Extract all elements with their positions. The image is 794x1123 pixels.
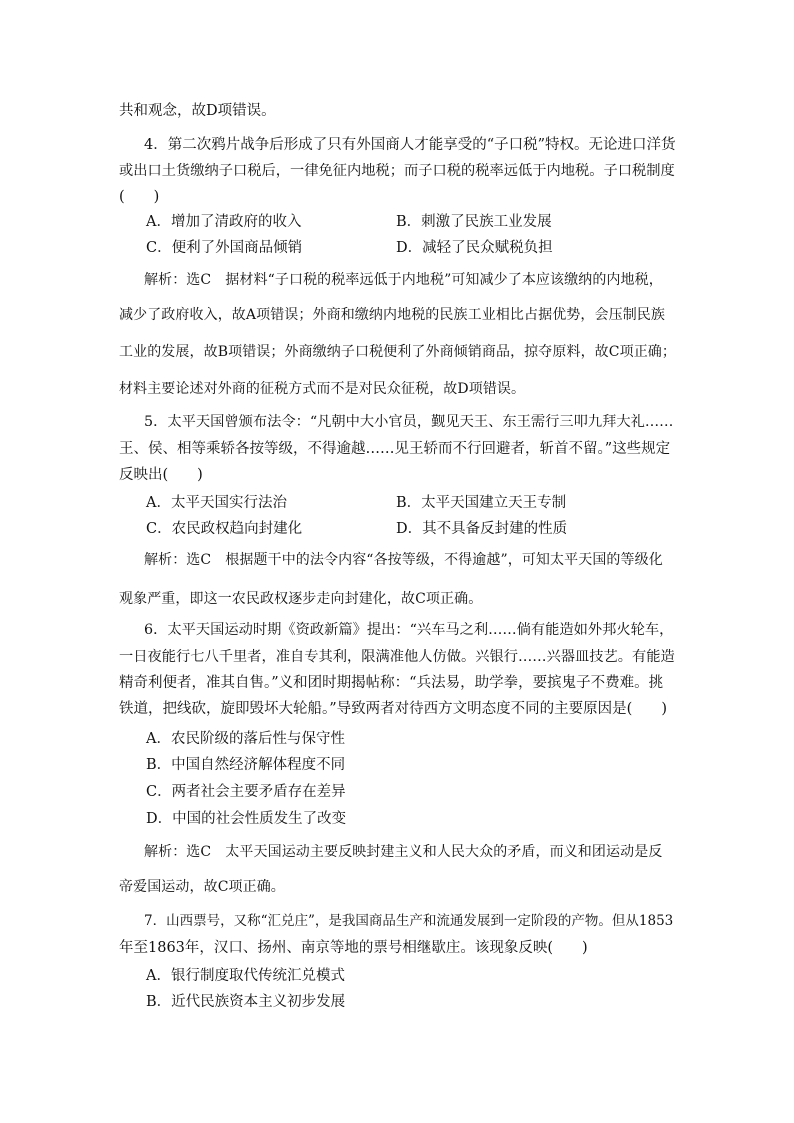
analysis-4-line-1: 解析：选C 据材料“子口税的税率远低于内地税”可知减少了本应该缴纳的内地税， <box>144 272 663 288</box>
analysis-5-line-2: 观象严重，即这一农民政权逐步走向封建化，故C项正确。 <box>119 591 483 607</box>
question-6-option-a: A．农民阶级的落后性与保守性 <box>146 731 345 747</box>
question-6-option-d: D．中国的社会性质发生了改变 <box>146 811 347 827</box>
question-6-option-b: B．中国自然经济解体程度不同 <box>146 757 346 773</box>
question-4-answer-blank: ( ) <box>119 189 160 205</box>
question-6-line-3: 精奇利便者，准其自售。”义和团时期揭帖称：“兵法易，助学拳，要摈鬼子不费难。挑 <box>119 675 664 691</box>
question-4-option-b: B．刺激了民族工业发展 <box>396 214 552 230</box>
text-line-continuation: 共和观念，故D项错误。 <box>119 103 276 119</box>
analysis-5-line-1: 解析：选C 根据题干中的法令内容“各按等级，不得逾越”，可知太平天国的等级化 <box>144 552 663 568</box>
question-7-option-b: B．近代民族资本主义初步发展 <box>146 994 346 1010</box>
analysis-6-line-2: 帝爱国运动，故C项正确。 <box>119 879 285 895</box>
question-5-line-2: 王、侯、相等乘轿各按等级，不得逾越……见王轿而不行回避者，斩首不留。”这些规定 <box>119 441 671 457</box>
question-4-option-c: C．便利了外国商品倾销 <box>146 240 303 256</box>
analysis-4-line-4: 材料主要论述对外商的征税方式而不是对民众征税，故D项错误。 <box>119 381 526 397</box>
question-4-option-d: D．减轻了民众赋税负担 <box>396 240 553 256</box>
question-5-option-a: A．太平天国实行法治 <box>146 495 287 511</box>
question-4-line-2: 或出口土货缴纳子口税后，一律免征内地税；而子口税的税率远低于内地税。子口税制度 <box>119 163 675 179</box>
analysis-4-line-2: 减少了政府收入，故A项错误；外商和缴纳内地税的民族工业相比占据优势，会压制民族 <box>119 307 666 323</box>
question-5-line-3: 反映出( ) <box>119 467 203 483</box>
question-6-line-2: 一日夜能行七八千里者，准自专其利，限满准他人仿做。兴银行……兴器皿技艺。有能造 <box>119 649 675 665</box>
question-6-line-4: 铁道，把线砍，旋即毁坏大轮船。”导致两者对待西方文明态度不同的主要原因是( ) <box>119 701 667 717</box>
analysis-4-line-3: 工业的发展，故B项错误；外商缴纳子口税便利了外商倾销商品，掠夺原料，故C项正确； <box>119 344 676 360</box>
question-6-line-1: 6．太平天国运动时期《资政新篇》提出：“兴车马之利……倘有能造如外邦火轮车， <box>144 622 674 638</box>
question-7-option-a: A．银行制度取代传统汇兑模式 <box>146 968 345 984</box>
question-7-line-1: 7．山西票号，又称“汇兑庄”，是我国商品生产和流通发展到一定阶段的产物。但从1853 <box>144 913 674 929</box>
question-5-line-1: 5．太平天国曾颁布法令：“凡朝中大小官员，觐见天王、东王需行三叩九拜大礼…… <box>144 414 674 430</box>
question-6-option-c: C．两者社会主要矛盾存在差异 <box>146 784 346 800</box>
question-4-option-a: A．增加了清政府的收入 <box>146 214 302 230</box>
question-5-option-d: D．其不具备反封建的性质 <box>396 521 568 537</box>
question-5-option-c: C．农民政权趋向封建化 <box>146 521 303 537</box>
question-5-option-b: B．太平天国建立天王专制 <box>396 495 567 511</box>
question-7-line-2: 年至1863年，汉口、扬州、南京等地的票号相继歇庄。该现象反映( ) <box>119 940 588 956</box>
analysis-6-line-1: 解析：选C 太平天国运动主要反映封建主义和人民大众的矛盾，而义和团运动是反 <box>144 844 663 860</box>
question-4-line-1: 4．第二次鸦片战争后形成了只有外国商人才能享受的“子口税”特权。无论进口洋货 <box>144 137 676 153</box>
